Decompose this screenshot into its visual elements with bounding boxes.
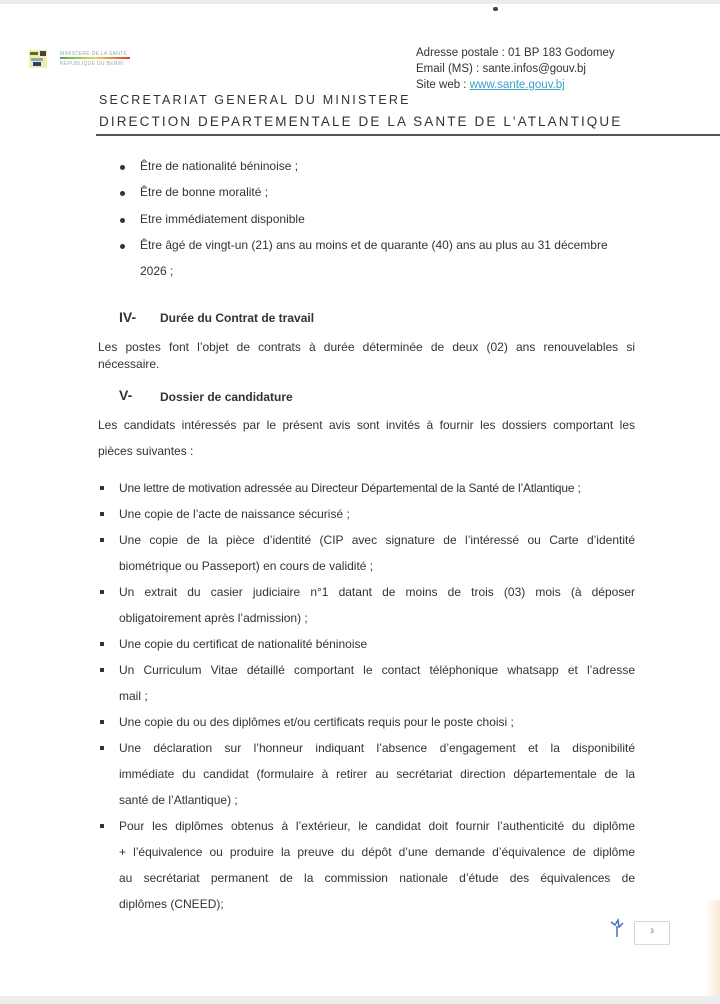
section5-intro: Les candidats intéressés par le présent avis sont invités à fournir les dossiers comportant les <box>98 418 635 432</box>
document-item-continued: mail ; <box>119 689 148 703</box>
website-row <box>416 77 615 93</box>
bullet <box>100 512 104 516</box>
initials-signature-icon <box>609 917 625 939</box>
document-item: Une déclaration sur l’honneur indiquant l’absence d’engagement et la disponibilité <box>119 741 635 755</box>
scan-speck <box>493 7 498 11</box>
bullet <box>100 668 104 672</box>
bullet <box>100 590 104 594</box>
document-item-continued: obligatoirement après l’admission) ; <box>119 611 308 625</box>
website-link[interactable]: www.sante.gouv.bj <box>469 79 565 91</box>
logo-text <box>60 51 127 68</box>
section4-paragraph: Les postes font l’objet de contrats à durée déterminée de deux (02) ans renouvelables si <box>98 340 635 354</box>
bullet <box>120 218 125 223</box>
header-secretariat: SECRETARIAT GENERAL DU MINISTERE <box>99 93 411 107</box>
bullet <box>100 642 104 646</box>
document-item-continued: biométrique ou Passeport) en cours de validité ; <box>119 559 374 573</box>
condition-item: Être de nationalité béninoise ; <box>140 159 299 173</box>
section-number: V- <box>119 387 133 403</box>
header-direction: DIRECTION DEPARTEMENTALE DE LA SANTE DE L'ATLANTIQUE <box>99 114 623 129</box>
section-title: Durée du Contrat de travail <box>160 311 315 325</box>
bullet <box>120 165 125 170</box>
page-number-box <box>634 921 670 945</box>
logo-text-line-1: MINISTERE DE LA SANTE <box>60 51 128 57</box>
page-number: 3 <box>650 929 654 935</box>
document-item: Pour les diplômes obtenus à l’extérieur, le candidat doit fournir l’authenticité du diplôme <box>119 819 635 833</box>
condition-item-continued: 2026 ; <box>140 264 174 278</box>
postal-address: Adresse postale : 01 BP 183 Godomey <box>416 47 615 59</box>
document-item: Un Curriculum Vitae détaillé comportant le contact téléphonique whatsapp et l’adresse <box>119 663 635 677</box>
bullet <box>100 720 104 724</box>
condition-item: Être âgé de vingt-un (21) ans au moins et de quarante (40) ans au plus au 31 décembre <box>140 238 608 252</box>
section-title: Dossier de candidature <box>160 390 293 404</box>
section-number: IV- <box>119 309 137 325</box>
document-item: Une copie du certificat de nationalité béninoise <box>119 637 368 651</box>
condition-item: Être de bonne moralité ; <box>140 185 269 199</box>
bullet <box>100 824 104 828</box>
logo-text-line-2: REPUBLIQUE DU BENIN <box>60 61 124 67</box>
header-divider <box>96 134 720 136</box>
section4-paragraph-end: nécessaire. <box>98 357 160 371</box>
document-item: Une copie du ou des diplômes et/ou certificats requis pour le poste choisi ; <box>119 715 514 729</box>
bullet <box>120 191 125 196</box>
document-item-continued: immédiate du candidat (formulaire à retirer au secrétariat direction départementale de la <box>119 767 635 781</box>
document-item: Une lettre de motivation adressée au Directeur Départemental de la Santé de l’Atlantique ; <box>119 481 581 495</box>
document-item: Un extrait du casier judiciaire n°1 datant de moins de trois (03) mois (à déposer <box>119 585 635 599</box>
bullet <box>100 746 104 750</box>
document-item: Une copie de la pièce d’identité (CIP avec signature de l’intéressé ou Carte d’identité <box>119 533 635 547</box>
document-item-continued: diplômes (CNEED); <box>119 897 224 911</box>
bullet <box>100 538 104 542</box>
document-item-continued: santé de l’Atlantique) ; <box>119 793 238 807</box>
top-scan-edge <box>0 0 720 4</box>
section5-intro-end: pièces suivantes : <box>98 444 194 458</box>
bullet <box>100 486 104 490</box>
document-item: Une copie de l’acte de naissance sécurisé ; <box>119 507 350 521</box>
document-item-continued: au secrétariat permanent de la commission nationale d’étude des équivalences de <box>119 871 635 885</box>
email: Email (MS) : sante.infos@gouv.bj <box>416 63 586 75</box>
ministry-logo-icon <box>27 48 49 70</box>
scan-edge-shadow <box>706 900 720 996</box>
logo-flag-stripe <box>60 57 130 59</box>
document-item-continued: + l’équivalence ou produire la preuve du dépôt d’une demande d’équivalence de diplôme <box>119 845 635 859</box>
website-label: Site web : <box>416 79 470 91</box>
bullet <box>120 244 125 249</box>
condition-item: Etre immédiatement disponible <box>140 212 305 226</box>
bottom-scan-edge <box>0 996 720 1004</box>
contact-block <box>416 45 615 93</box>
